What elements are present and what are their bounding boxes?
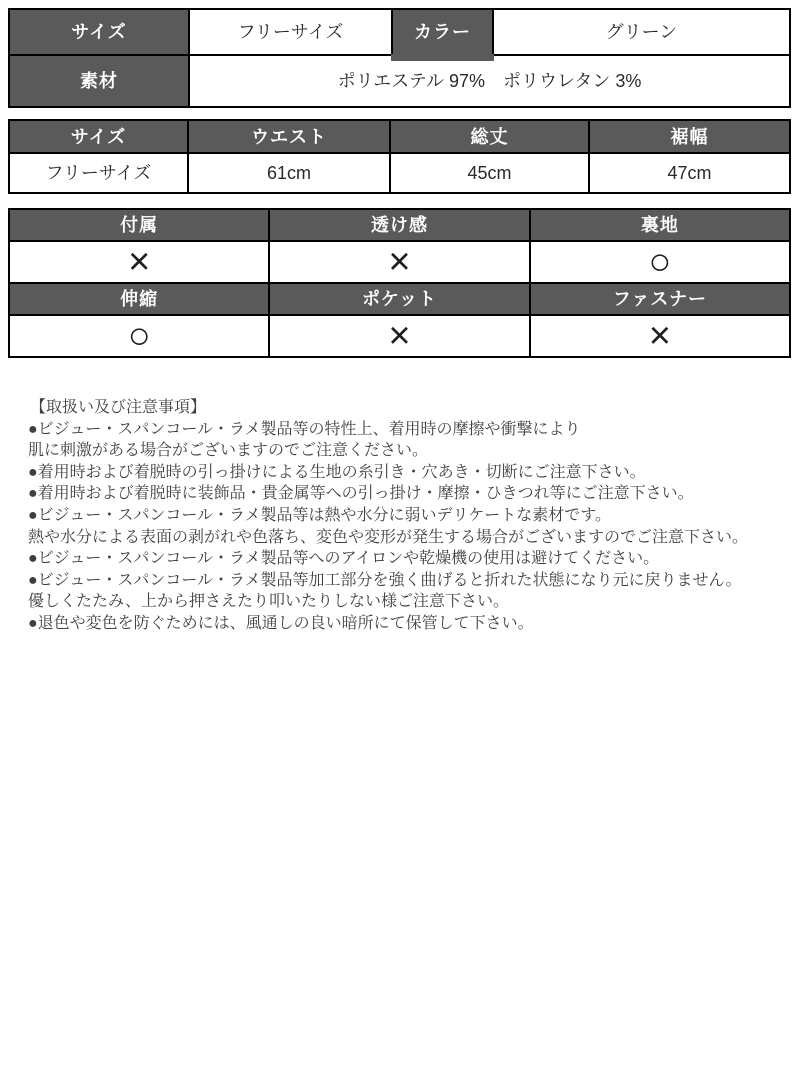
care-note-line: 肌に刺激がある場合がございますのでご注意ください。 bbox=[28, 442, 429, 460]
spec-color-label-cell: カラー bbox=[393, 10, 492, 54]
care-note-line: ●ビジュー・スパンコール・ラメ製品等へのアイロンや乾燥機の使用は避けてください。 bbox=[28, 550, 660, 568]
feature-value-fastener: × bbox=[531, 316, 789, 356]
care-note-line: ●ビジュー・スパンコール・ラメ製品等の特性上、着用時の摩擦や衝撃により bbox=[28, 420, 581, 438]
care-note-line: 優しくたたみ、上から押さえたり叩いたりしない様ご注意下さい。 bbox=[28, 593, 509, 611]
feature-value-lining: ○ bbox=[531, 242, 789, 282]
spec-size-value-cell: フリーサイズ bbox=[190, 10, 391, 54]
care-notes bbox=[8, 397, 792, 635]
measurement-value-length: 45cm bbox=[391, 154, 588, 192]
measurement-header-size: サイズ bbox=[10, 121, 187, 152]
measurement-header-waist: ウエスト bbox=[189, 121, 389, 152]
care-note-line: ●着用時および着脱時に装飾品・貴金属等への引っ掛け・摩擦・ひきつれ等にご注意下さい。 bbox=[28, 485, 694, 503]
feature-header-sheerness: 透け感 bbox=[270, 210, 528, 240]
care-note-line: 熱や水分による表面の剥がれや色落ち、変色や変形が発生する場合がございますのでご注意下さい。 bbox=[28, 528, 749, 546]
feature-value-sheerness: × bbox=[270, 242, 528, 282]
care-note-line: ●ビジュー・スパンコール・ラメ製品等加工部分を強く曲げると折れた状態になり元に戻りません。 bbox=[28, 571, 742, 589]
feature-value-accessory: × bbox=[10, 242, 268, 282]
care-note-line: ●ビジュー・スパンコール・ラメ製品等は熱や水分に弱いデリケートな素材です。 bbox=[28, 506, 611, 524]
measurement-table bbox=[8, 119, 791, 194]
feature-header-pocket: ポケット bbox=[270, 284, 528, 314]
spec-material-value-cell: ポリエステル 97% ポリウレタン 3% bbox=[190, 56, 789, 106]
measurement-value-waist: 61cm bbox=[189, 154, 389, 192]
measurement-value-hem: 47cm bbox=[590, 154, 789, 192]
measurement-header-length: 総丈 bbox=[391, 121, 588, 152]
care-note-line: ●退色や変色を防ぐためには、風通しの良い暗所にて保管して下さい。 bbox=[28, 614, 534, 632]
measurement-value-size: フリーサイズ bbox=[10, 154, 187, 192]
spec-size-label-cell: サイズ bbox=[10, 10, 188, 54]
feature-header-accessory: 付属 bbox=[10, 210, 268, 240]
care-notes-heading: 【取扱い及び注意事項】 bbox=[30, 399, 207, 416]
spec-table bbox=[8, 8, 791, 108]
measurement-header-hem: 裾幅 bbox=[590, 121, 789, 152]
care-note-line: ●着用時および着脱時の引っ掛けによる生地の糸引き・穴あき・切断にご注意下さい。 bbox=[28, 463, 646, 481]
feature-header-lining: 裏地 bbox=[531, 210, 789, 240]
feature-value-stretch: ○ bbox=[10, 316, 268, 356]
spec-color-value-cell: グリーン bbox=[494, 10, 789, 54]
feature-value-pocket: × bbox=[270, 316, 528, 356]
feature-header-stretch: 伸縮 bbox=[10, 284, 268, 314]
spec-material-label-cell: 素材 bbox=[10, 56, 188, 106]
feature-header-fastener: ファスナー bbox=[531, 284, 789, 314]
feature-table bbox=[8, 208, 791, 358]
